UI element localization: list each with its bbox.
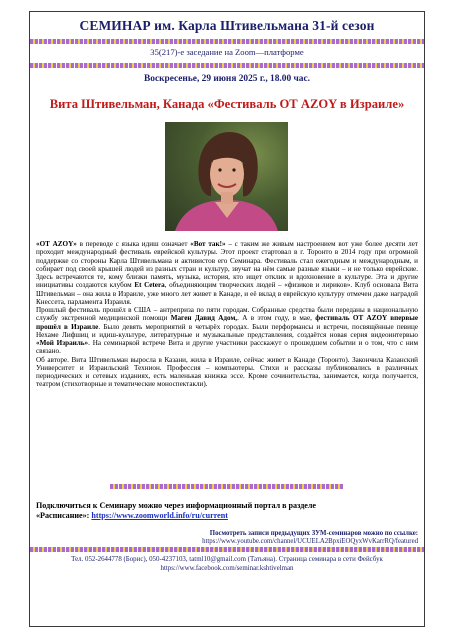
- footer-contacts: [30, 555, 424, 573]
- article-body: [36, 240, 418, 389]
- zoomworld-link[interactable]: https://www.zoomworld.info/ru/current: [91, 511, 228, 520]
- connect-line: «Расписание»: https://www.zoomworld.info/ru/current: [36, 511, 228, 520]
- seminar-title: СЕМИНАР им. Карла Штивельмана 31-й сезон: [79, 18, 375, 33]
- facebook-link[interactable]: https://www.facebook.com/seminar.kshtivelman: [160, 565, 294, 572]
- session-subtitle: 35(217)-е заседание на Zoom—платформе: [150, 47, 304, 57]
- connect-text: Подключиться к Семинару можно через информационный портал в разделе: [36, 501, 317, 510]
- paragraph-about-author: Об авторе. Вита Штивельман выросла в Казани, жила в Израиле, сейчас живет в Канаде (Торонто). Закончила Казанский Университет и Израильский Технион. Профессия – компьютеры. Стихи и рассказы публиковались в различных периодических и сетевых изданиях, есть маленькая книжка эссе. Кроме сочинительства, занимается, когда получается, театром (стихотворные и тематические моноспектакли).: [36, 355, 418, 389]
- lecture-title: Вита Штивельман, Канада «Фестиваль ОТ AZOY в Израиле»: [49, 97, 405, 111]
- paragraph: «ОТ AZOY» в переводе с языка идиш означает «Вот так!» – с таким же живым настроением вот уже более десяти лет проходит международный фестиваль еврейской культуры. Этот проект стартовал в г. Торонто в 2014 году при огромной поддержке со стороны Карла Штивельмана и активистов его Семинара. Фестиваль стал ежегодным и международным, и собирает под своей крышей людей из разных стран и культур, звучат на нём самые разные языки – и не только еврейские. Здесь встречаются те, кому близки память, музыка, история, кто ищет отклик и вдохновение в культуре. Эта и другие инициативы создаются клубом Et Cetera, объединяющим творческих людей – «физиков и лириков». Клуб основала Вита Штивельман – она жила в Израиле, уже много лет живет в Канаде, и её вклад в еврейскую культуру отмечен даже наградой Кнессета, парламента Израиля.: [36, 240, 418, 306]
- divider-ornament: [30, 39, 424, 44]
- recordings-info: [36, 530, 418, 546]
- connect-info: [36, 501, 418, 521]
- session-date: Воскресенье, 29 июня 2025 г., 18.00 час.: [144, 74, 310, 84]
- divider-ornament: [110, 484, 344, 489]
- flyer-page: [29, 11, 425, 627]
- divider-ornament: [30, 547, 424, 552]
- youtube-link[interactable]: https://www.youtube.com/channel/UCUELA2BpxiEOQyxWvKarrRQ/featured: [202, 538, 418, 545]
- contact-line: Тел. 052-2644778 (Борис), 050-4237103, tatml10@gmail.com (Татьяна). Страница семинара в сети Фейсбук: [71, 556, 383, 563]
- recordings-label: Посмотреть записи предыдущих ЗУМ-семинаров можно по ссылке:: [209, 530, 418, 537]
- speaker-photo: [165, 122, 288, 231]
- divider-ornament: [30, 63, 424, 68]
- paragraph: Прошлый фестиваль прошёл в США – антреприза по пяти городам. Собранные средства были переданы в национальную службу экстренной медицинской помощи Маген Давид Адом,. А в этом году, в мае, фестиваль ОТ AZOY впервые прошёл в Израиле. Было девять мероприятий в четырёх городах. Были перформансы и встречи, посвящённые певице Нехаме Лифшиц и идиш-культуре, литературные и музыкальные представления, создаётся новая серия видеоинтервью «Мой Израиль». На семинаркой встрече Вита и другие участники расскажут о прошедшем событии и о том, что с ним связано.: [36, 306, 419, 356]
